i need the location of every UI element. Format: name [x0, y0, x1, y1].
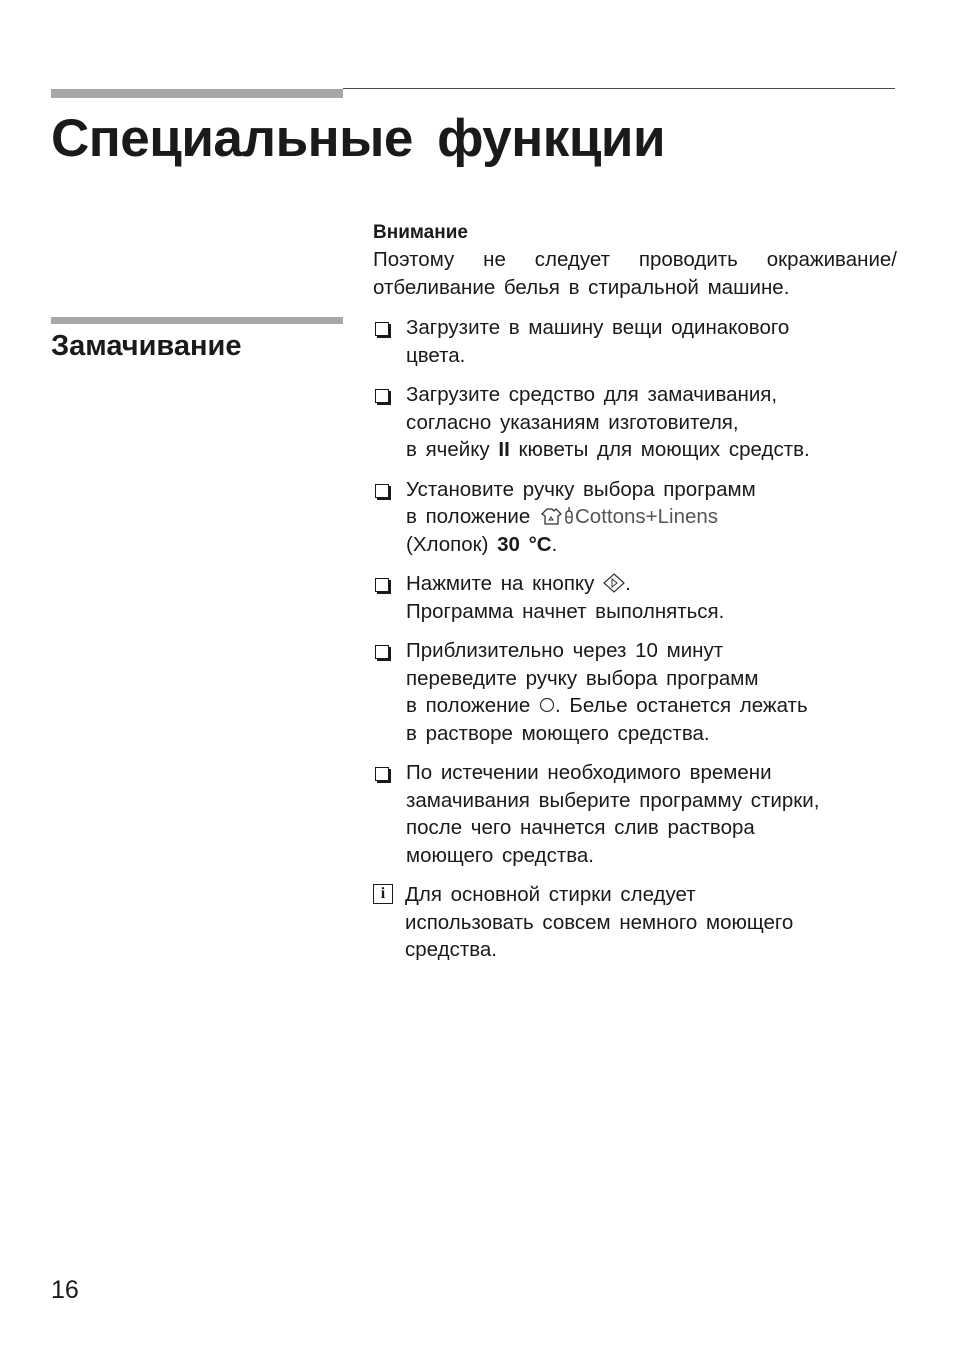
off-position-icon — [539, 697, 555, 713]
step-line: замачивания выберите программу стирки, — [406, 788, 820, 812]
step-text: . Белье останется лежать — [555, 694, 808, 717]
step-line: По истечении необходимого времени — [406, 761, 772, 784]
section-rule — [51, 317, 343, 324]
page-title: Специальные функции — [51, 109, 666, 168]
step-text: кюветы для моющих средств. — [518, 438, 810, 461]
warning-text: Поэтому не следует проводить окраживание/ отбеливание белья в стиральной машине. — [373, 248, 897, 299]
page-number: 16 — [51, 1276, 79, 1304]
section-title: Замачивание — [51, 330, 242, 362]
temperature-value: 30 °C — [497, 532, 552, 556]
step-2 — [373, 381, 897, 464]
step-text: Нажмите на кнопку — [406, 572, 595, 595]
note-line: использовать совсем немного моющего — [405, 910, 794, 934]
step-text: в положение — [406, 694, 531, 717]
step-6 — [373, 759, 897, 869]
step-text: . — [551, 532, 558, 556]
step-line: Загрузите в машину вещи одинакового — [406, 316, 790, 339]
content-column — [373, 220, 897, 976]
checkbox-bullet-icon — [375, 767, 389, 781]
info-note — [373, 881, 897, 964]
step-line: переведите ручку выбора программ — [406, 666, 759, 690]
step-4 — [373, 570, 897, 625]
step-line: в растворе моющего средства. — [406, 721, 710, 745]
step-line: моющего средства. — [406, 843, 594, 867]
step-line: Установите ручку выбора программ — [406, 477, 756, 501]
step-1 — [373, 314, 897, 369]
checkbox-bullet-icon — [375, 389, 389, 403]
step-line: цвета. — [406, 343, 466, 367]
note-line: средства. — [405, 938, 497, 961]
step-line: Приблизительно через 10 минут — [406, 639, 724, 662]
program-name: Cottons+Linens — [575, 505, 719, 528]
cotton-program-icon — [539, 506, 575, 526]
start-button-icon — [603, 573, 625, 593]
step-text: . — [625, 572, 631, 595]
step-line — [406, 503, 897, 531]
step-line — [406, 436, 897, 464]
note-line: Для основной стирки следует — [405, 883, 696, 906]
step-line — [406, 692, 897, 720]
info-icon: i — [373, 884, 393, 904]
checkbox-bullet-icon — [375, 484, 389, 498]
step-line: после чего начнется слив раствора — [406, 816, 755, 839]
step-line: Загрузите средство для замачивания, — [406, 383, 778, 406]
step-line: согласно указаниям изготовителя, — [406, 410, 739, 434]
step-text: в положение — [406, 505, 531, 528]
header-rule-thick — [51, 89, 343, 98]
header-rule-thin — [343, 88, 895, 89]
step-line — [406, 570, 897, 598]
step-line — [406, 531, 897, 559]
warning-heading: Внимание — [373, 222, 468, 243]
step-text: (Хлопок) — [406, 532, 489, 556]
checkbox-bullet-icon — [375, 645, 389, 659]
step-text: в ячейку — [406, 438, 490, 461]
step-3 — [373, 476, 897, 559]
checkbox-bullet-icon — [375, 578, 389, 592]
step-5 — [373, 637, 897, 747]
compartment-label: II — [498, 438, 510, 461]
checkbox-bullet-icon — [375, 322, 389, 336]
step-line: Программа начнет выполняться. — [406, 599, 725, 623]
